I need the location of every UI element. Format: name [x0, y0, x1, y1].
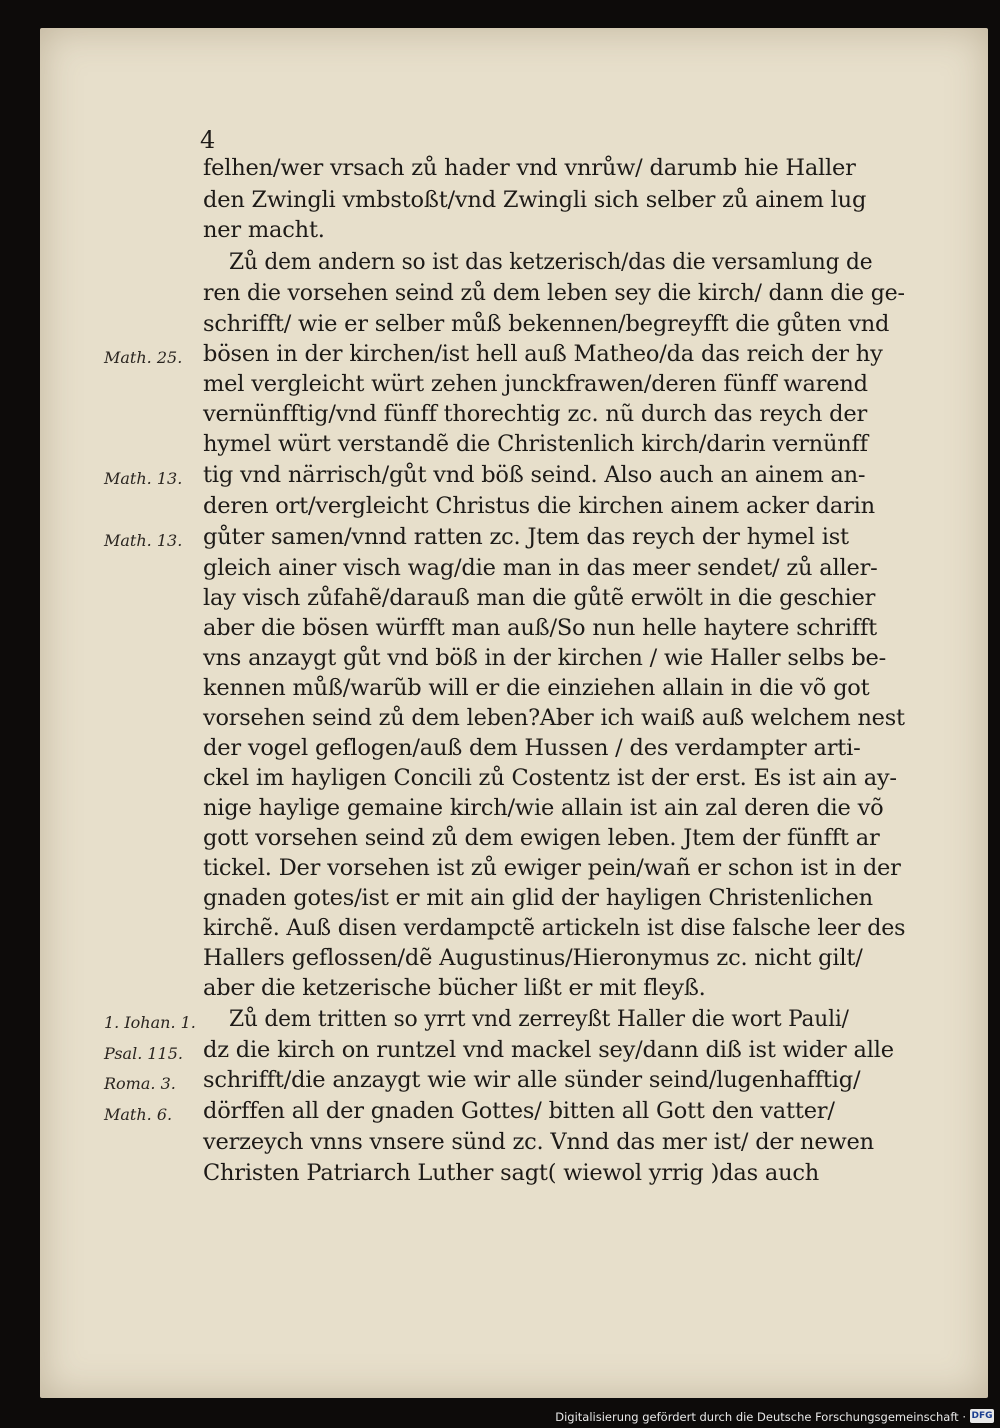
- marginal-note: Math. 6.: [104, 1105, 173, 1124]
- text-line: ren die vorsehen seind zů dem leben sey die kirch/ dann die ge-: [203, 280, 905, 306]
- text-line: hymel würt verstandẽ die Christenlich kirch/darin vernünff: [203, 431, 868, 457]
- text-line: schrifft/die anzaygt wie wir alle sünder seind/lugenhafftig/: [203, 1067, 861, 1093]
- text-line: verzeych vnns vnsere sünd zc. Vnnd das mer ist/ der newen: [203, 1129, 874, 1155]
- text-line: gleich ainer visch wag/die man in das meer sendet/ zů aller-: [203, 555, 878, 581]
- marginal-note: 1. Iohan. 1.: [104, 1013, 196, 1032]
- text-line: ckel im hayligen Concili zů Costentz ist der erst. Es ist ain ay-: [203, 765, 897, 791]
- text-line: Zů dem tritten so yrrt vnd zerreyßt Haller die wort Pauli/: [229, 1006, 849, 1032]
- text-line: tickel. Der vorsehen ist zů ewiger pein/wañ er schon ist in der: [203, 855, 901, 881]
- text-line: aber die bösen würfft man auß/So nun helle haytere schrifft: [203, 615, 877, 641]
- text-line: vns anzaygt gůt vnd böß in der kirchen / wie Haller selbs be-: [203, 645, 887, 671]
- text-line: lay visch zůfahẽ/darauß man die gůtẽ erwölt in die geschier: [203, 585, 876, 611]
- text-line: ner macht.: [203, 217, 325, 243]
- footer-credit: Digitalisierung gefördert durch die Deutsche Forschungsgemeinschaft ·: [555, 1410, 966, 1424]
- text-line: bösen in der kirchen/ist hell auß Matheo/da das reich der hy: [203, 341, 883, 367]
- page-number: 4: [200, 126, 216, 154]
- text-line: kennen můß/warũb will er die einziehen allain in die võ got: [203, 675, 870, 701]
- text-line: Christen Patriarch Luther sagt( wiewol yrrig )das auch: [203, 1160, 820, 1186]
- text-line: gůter samen/vnnd ratten zc. Jtem das reych der hymel ist: [203, 524, 849, 550]
- text-line: schrifft/ wie er selber můß bekennen/begreyfft die gůten vnd: [203, 311, 890, 337]
- text-line: deren ort/vergleicht Christus die kirchen ainem acker darin: [203, 493, 875, 519]
- marginal-note: Math. 13.: [104, 469, 183, 488]
- dfg-logo: DFG: [971, 1411, 993, 1421]
- text-line: tig vnd närrisch/gůt vnd böß seind. Also auch an ainem an-: [203, 462, 866, 488]
- text-line: vernünfftig/vnd fünff thorechtig zc. nũ durch das reych der: [203, 401, 868, 427]
- text-line: dz die kirch on runtzel vnd mackel sey/dann diß ist wider alle: [203, 1037, 894, 1063]
- text-line: mel vergleicht würt zehen junckfrawen/deren fünff warend: [203, 371, 868, 397]
- text-line: aber die ketzerische bücher lißt er mit fleyß.: [203, 975, 706, 1001]
- marginal-note: Math. 13.: [104, 531, 183, 550]
- text-line: dörffen all der gnaden Gottes/ bitten all Gott den vatter/: [203, 1098, 835, 1124]
- text-line: nige haylige gemaine kirch/wie allain ist ain zal deren die võ: [203, 795, 884, 821]
- text-line: vorsehen seind zů dem leben?Aber ich waiß auß welchem nest: [203, 705, 905, 731]
- marginal-note: Math. 25.: [104, 348, 183, 367]
- text-line: gott vorsehen seind zů dem ewigen leben. Jtem der fünfft ar: [203, 825, 880, 851]
- text-line: Hallers geflossen/dẽ Augustinus/Hieronymus zc. nicht gilt/: [203, 945, 863, 971]
- text-line: felhen/wer vrsach zů hader vnd vnrůw/ darumb hie Haller: [203, 155, 856, 181]
- text-line: Zů dem andern so ist das ketzerisch/das die versamlung de: [229, 249, 873, 275]
- marginal-note: Roma. 3.: [104, 1074, 176, 1093]
- text-line: den Zwingli vmbstoßt/vnd Zwingli sich selber zů ainem lug: [203, 187, 867, 213]
- text-line: der vogel geflogen/auß dem Hussen / des verdampter arti-: [203, 735, 861, 761]
- text-line: kirchẽ. Auß disen verdampctẽ artickeln ist dise falsche leer des: [203, 915, 906, 941]
- marginal-note: Psal. 115.: [104, 1044, 183, 1063]
- text-line: gnaden gotes/ist er mit ain glid der hayligen Christenlichen: [203, 885, 873, 911]
